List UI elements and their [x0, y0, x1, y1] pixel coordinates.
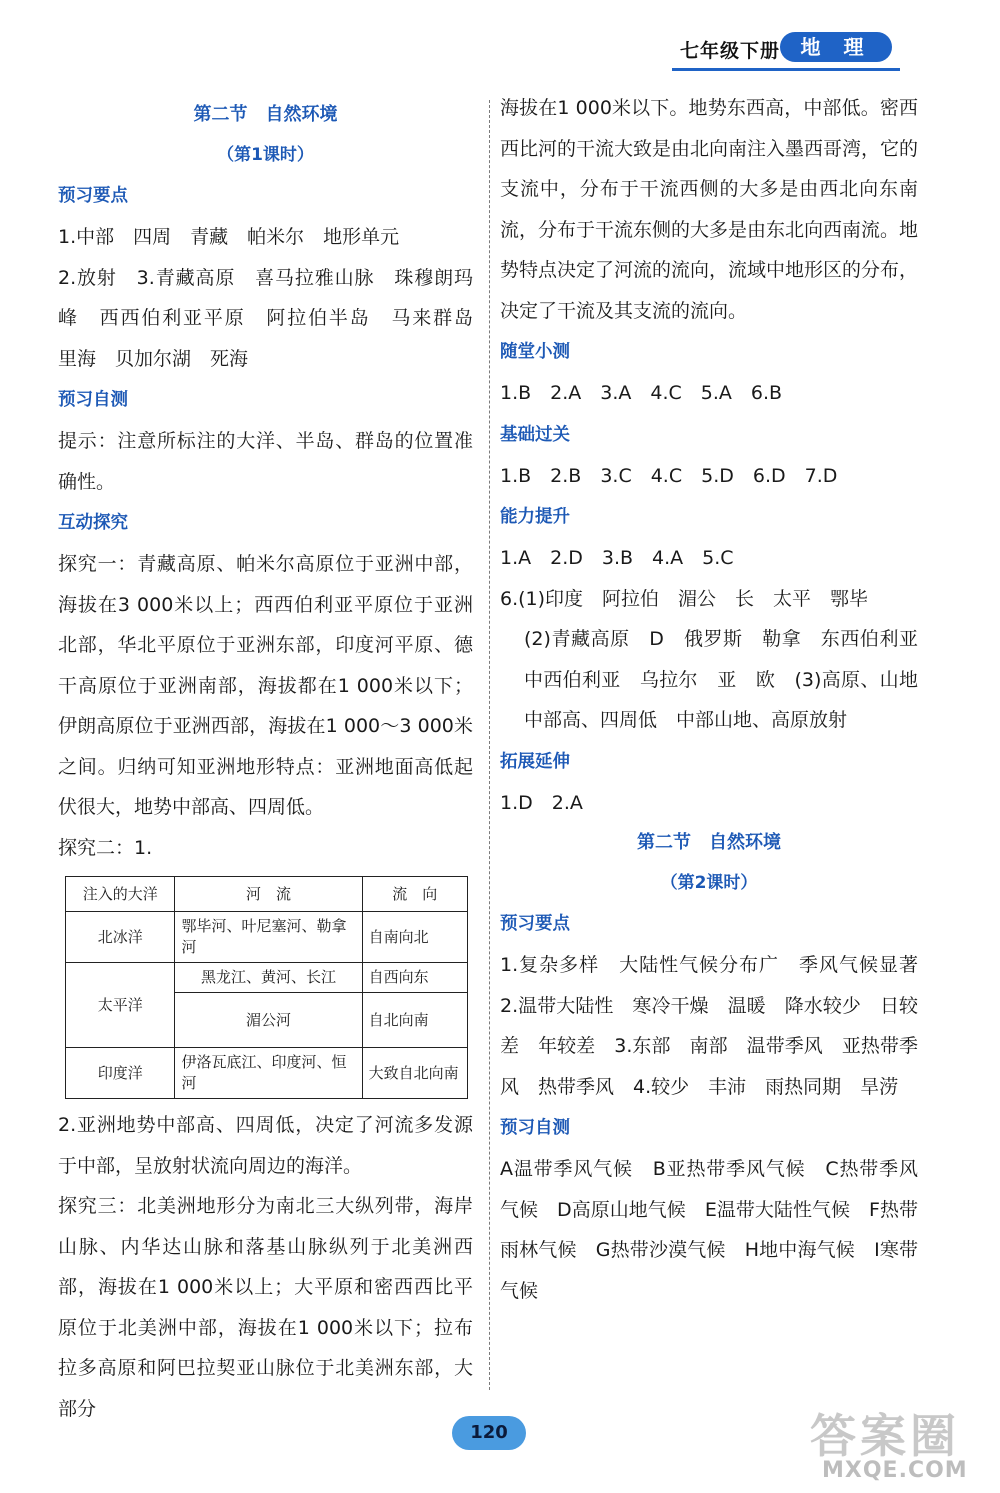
river-cell: 黑龙江、黄河、长江	[175, 963, 362, 993]
answer-line: 提示：注意所标注的大洋、半岛、群岛的位置准确性。	[58, 430, 473, 493]
table-row	[66, 912, 468, 963]
ocean-cell: 印度洋	[66, 1048, 175, 1099]
answer-line: 6.(1)印度 阿拉伯 湄公 长 太平 鄂毕	[500, 587, 869, 610]
grade-label: 七年级下册	[680, 40, 781, 62]
page-number: 120	[452, 1416, 526, 1450]
river-cell: 鄂毕河、叶尼塞河、勒拿河	[175, 912, 362, 963]
section-title: 第二节 自然环境	[193, 104, 338, 125]
answer-line: 2.放射 3.青藏高原 喜马拉雅山脉 珠穆朗玛峰 西西伯利亚平原 阿拉伯半岛 马来群岛 里海 贝加尔湖 死海	[58, 266, 493, 370]
right-column	[500, 88, 938, 1311]
rivers-table	[65, 876, 468, 1099]
ocean-cell: 太平洋	[66, 963, 175, 1048]
answer-paragraph: 海拔在1 000米以下。地势东西高，中部低。密西西比河的干流大致是由北向南注入墨西哥湾，它的支流中，分布于干流西侧的大多是由西北向东南流，分布于干流东侧的大多是由东北向西南流。地势特点决定了河流的流向，流域中地形区的分布，决定了干流及其支流的流向。	[500, 97, 919, 322]
answer-line: 1.A 2.D 3.B 4.A 5.C	[500, 547, 734, 569]
heading-basic-check: 基础过关	[500, 424, 570, 445]
river-cell: 伊洛瓦底江、印度河、恒河	[175, 1048, 362, 1099]
heading-extension: 拓展延伸	[500, 751, 570, 772]
answer-line: 探究二：1.	[58, 836, 153, 859]
answer-paragraph: 1.复杂多样 大陆性气候分布广 季风气候显著 2.温带大陆性 寒冷干燥 温暖 降水较少 日较差 年较差 3.东部 南部 温带季风 亚热带季风 热带季风 4.较少 丰沛 雨热同期 旱涝	[500, 954, 938, 1098]
answer-paragraph: A温带季风气候 B亚热带季风气候 C热带季风气候 D高原山地气候 E温带大陆性气候 F热带雨林气候 G热带沙漠气候 H地中海气候 I寒带气候	[500, 1158, 918, 1302]
lesson-label: （第1课时）	[217, 145, 314, 165]
answer-paragraph: (2)青藏高原 D 俄罗斯 勒拿 东西伯利亚 中西伯利亚 乌拉尔 亚 欧 (3)高原、山地 中部高、四周低 中部山地、高原放射	[524, 628, 938, 731]
watermark-url: MXQE.COM	[822, 1458, 968, 1483]
heading-class-quiz: 随堂小测	[500, 342, 570, 362]
answer-line: 1.B 2.A 3.A 4.C 5.A 6.B	[500, 382, 783, 404]
heading-interactive-inquiry: 互动探究	[58, 513, 128, 533]
answer-paragraph: 探究三：北美洲地形分为南北三大纵列带，海岸山脉、内华达山脉和落基山脉纵列于北美洲西部，海拔在1 000米以上；大平原和密西西比平原位于北美洲中部，海拔在1 000米以下；拉布拉多高原和阿巴拉契亚山脉位于北美洲东部，大部分	[58, 1195, 473, 1420]
watermark-text: 答案圈	[810, 1409, 960, 1463]
direction-cell: 自西向东	[362, 963, 467, 993]
section-title: 第二节 自然环境	[637, 832, 781, 853]
answer-line: 1.D 2.A	[500, 791, 583, 814]
table-header-cell: 流 向	[362, 877, 467, 912]
ocean-cell: 北冰洋	[66, 912, 175, 963]
heading-ability-improve: 能力提升	[500, 507, 570, 527]
heading-preview-points: 预习要点	[500, 914, 570, 934]
table-row	[66, 1048, 468, 1099]
heading-preview-points: 预习要点	[58, 186, 128, 206]
watermark-logo	[770, 1400, 990, 1490]
left-column	[58, 95, 493, 1429]
heading-preview-test: 预习自测	[58, 390, 128, 410]
river-cell: 湄公河	[175, 993, 362, 1048]
heading-preview-test: 预习自测	[500, 1118, 570, 1138]
answer-line: 1.B 2.B 3.C 4.C 5.D 6.D 7.D	[500, 464, 838, 487]
header-rule	[672, 68, 900, 71]
lesson-label: （第2课时）	[660, 873, 758, 893]
table-header-cell: 河 流	[175, 877, 362, 912]
direction-cell: 自南向北	[362, 912, 467, 963]
column-divider	[489, 100, 490, 1390]
page-header	[672, 30, 900, 70]
direction-cell: 大致自北向南	[362, 1048, 467, 1099]
table-header-row	[66, 877, 468, 912]
table-row	[66, 963, 468, 993]
answer-paragraph: 2.亚洲地势中部高、四周低，决定了河流多发源于中部，呈放射状流向周边的海洋。	[58, 1114, 473, 1177]
answer-paragraph: 探究一：青藏高原、帕米尔高原位于亚洲中部，海拔在3 000米以上；西西伯利亚平原位于亚洲北部，华北平原位于亚洲东部，印度河平原、德干高原位于亚洲南部，海拔都在1 000米以下；伊朗高原位于亚洲西部，海拔在1 000～3 000米之间。归纳可知亚洲地形特点：亚洲地面高低起伏很大，地势中部高、四周低。	[58, 553, 473, 818]
answer-line: 1.中部 四周 青藏 帕米尔 地形单元	[58, 226, 400, 248]
subject-badge: 地 理	[780, 32, 892, 62]
table-header-cell: 注入的大洋	[66, 877, 175, 912]
direction-cell: 自北向南	[362, 993, 467, 1048]
